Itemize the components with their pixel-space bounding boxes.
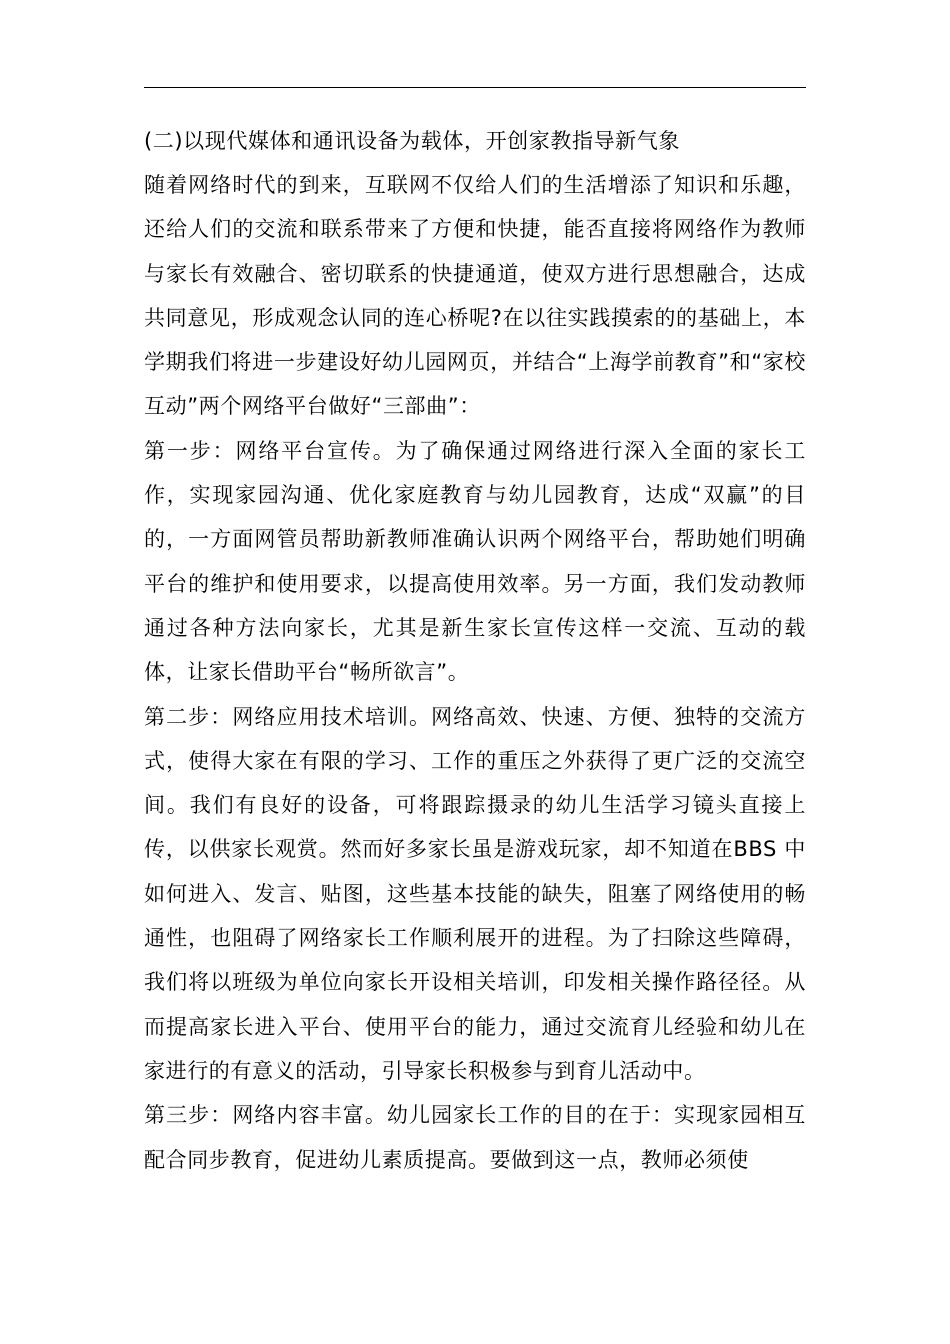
section-heading: (二)以现代媒体和通讯设备为载体，开创家教指导新气象 [144,129,680,153]
document-body [144,119,806,1182]
paragraph-step-two: 第二步：网络应用技术培训。网络高效、快速、方便、独特的交流方式，使得大家在有限的学习、工作的重压之外获得了更广泛的交流空间。我们有良好的设备，可将跟踪摄录的幼儿生活学习镜头直接上传，以供家长观赏。然而好多家长虽是游戏玩家，却不知道在BBS 中如何进入、发言、贴图，这些基本技能的缺失，阻塞了网络使用的畅通性，也阻碍了网络家长工作顺利展开的进程。为了扫除这些障碍，我们将以班级为单位向家长开设相关培训，印发相关操作路径径。从而提高家长进入平台、使用平台的能力，通过交流育儿经验和幼儿在家进行的有意义的活动，引导家长积极参与到育儿活动中。 [144,704,806,1083]
paragraph-step-three: 第三步：网络内容丰富。幼儿园家长工作的目的在于：实现家园相互配合同步教育，促进幼儿素质提高。要做到这一点，教师必须使 [144,1103,806,1172]
header-rule [144,87,806,88]
paragraph-step-one: 第一步：网络平台宣传。为了确保通过网络进行深入全面的家长工作，实现家园沟通、优化家庭教育与幼儿园教育，达成“双赢”的目的，一方面网管员帮助新教师准确认识两个网络平台，帮助她们明确平台的维护和使用要求，以提高使用效率。另一方面，我们发动教师通过各种方法向家长，尤其是新生家长宣传这样一交流、互动的载体，让家长借助平台“畅所欲言”。 [144,438,806,685]
paragraph-intro: 随着网络时代的到来，互联网不仅给人们的生活增添了知识和乐趣，还给人们的交流和联系带来了方便和快捷，能否直接将网络作为教师与家长有效融合、密切联系的快捷通道，使双方进行思想融合，达成共同意见，形成观念认同的连心桥呢?在以往实践摸索的的基础上，本学期我们将进一步建设好幼儿园网页，并结合“上海学前教育”和“家校互动”两个网络平台做好“三部曲”： [144,173,806,419]
